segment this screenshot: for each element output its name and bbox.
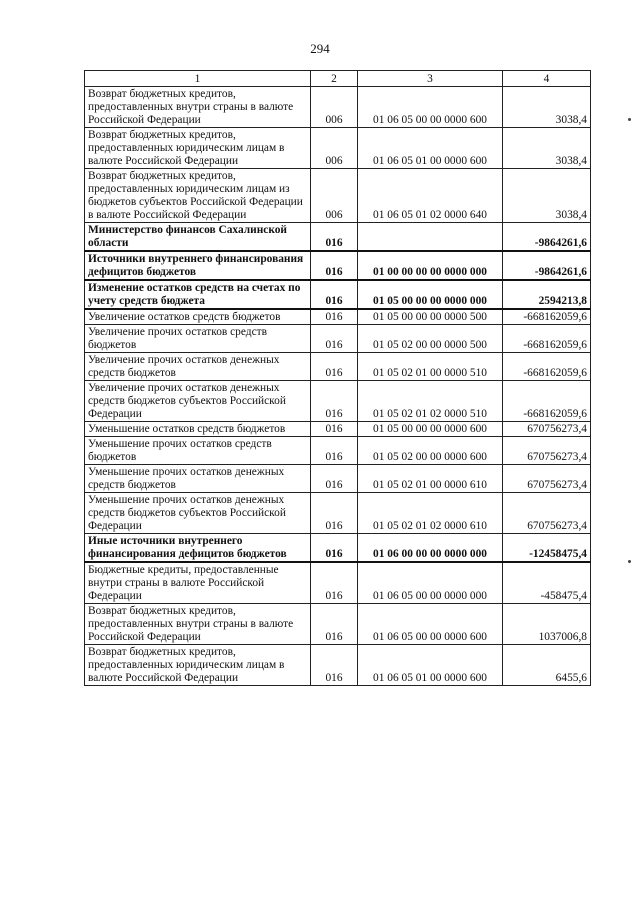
row-budget-code-cell: 01 06 05 00 00 0000 600 — [358, 604, 503, 645]
row-budget-code-cell: 01 06 05 00 00 0000 600 — [358, 87, 503, 128]
row-amount-cell: -668162059,6 — [503, 309, 591, 325]
row-amount-cell: -458475,4 — [503, 562, 591, 604]
column-header-budget-code: 3 — [358, 71, 503, 87]
column-header-org-code: 2 — [311, 71, 358, 87]
row-amount-cell: 670756273,4 — [503, 422, 591, 437]
page-number: 294 — [310, 41, 330, 56]
column-header-name: 1 — [85, 71, 311, 87]
row-name-cell: Изменение остатков средств на счетах по учету средств бюджета — [85, 280, 311, 309]
budget-sources-table — [84, 70, 591, 686]
table-row — [85, 223, 591, 252]
row-name-cell: Министерство финансов Сахалинской области — [85, 223, 311, 252]
row-org-code-cell: 016 — [311, 645, 358, 686]
row-amount-cell: -668162059,6 — [503, 325, 591, 353]
row-org-code-cell: 016 — [311, 562, 358, 604]
table-row — [85, 169, 591, 223]
scan-mark — [628, 118, 631, 121]
row-budget-code-cell: 01 05 02 01 00 0000 610 — [358, 465, 503, 493]
row-org-code-cell: 006 — [311, 87, 358, 128]
row-org-code-cell: 016 — [311, 280, 358, 309]
row-name-cell: Иные источники внутреннего финансирования дефицитов бюджетов — [85, 534, 311, 563]
row-amount-cell: 670756273,4 — [503, 437, 591, 465]
row-budget-code-cell: 01 05 00 00 00 0000 600 — [358, 422, 503, 437]
table-row — [85, 325, 591, 353]
row-name-cell: Возврат бюджетных кредитов, предоставленных юридическим лицам в валюте Российской Федерации — [85, 128, 311, 169]
table-row — [85, 87, 591, 128]
row-budget-code-cell: 01 05 02 00 00 0000 600 — [358, 437, 503, 465]
table-row — [85, 353, 591, 381]
table-row — [85, 251, 591, 280]
row-budget-code-cell: 01 05 02 01 02 0000 510 — [358, 381, 503, 422]
row-name-cell: Увеличение прочих остатков денежных средств бюджетов — [85, 353, 311, 381]
table-body — [85, 87, 591, 686]
table-row — [85, 437, 591, 465]
table-header-row — [85, 71, 591, 87]
row-name-cell: Уменьшение прочих остатков денежных средств бюджетов — [85, 465, 311, 493]
row-org-code-cell: 016 — [311, 223, 358, 252]
row-org-code-cell: 016 — [311, 534, 358, 563]
row-budget-code-cell: 01 05 02 01 00 0000 510 — [358, 353, 503, 381]
row-amount-cell: 3038,4 — [503, 169, 591, 223]
row-name-cell: Уменьшение прочих остатков средств бюджетов — [85, 437, 311, 465]
table-row — [85, 280, 591, 309]
row-budget-code-cell: 01 06 05 01 00 0000 600 — [358, 645, 503, 686]
row-amount-cell: -9864261,6 — [503, 223, 591, 252]
row-amount-cell: -668162059,6 — [503, 353, 591, 381]
row-org-code-cell: 006 — [311, 128, 358, 169]
row-budget-code-cell: 01 05 00 00 00 0000 500 — [358, 309, 503, 325]
table-row — [85, 465, 591, 493]
row-budget-code-cell: 01 05 02 00 00 0000 500 — [358, 325, 503, 353]
row-org-code-cell: 006 — [311, 169, 358, 223]
table-row — [85, 645, 591, 686]
row-amount-cell: 6455,6 — [503, 645, 591, 686]
table-row — [85, 534, 591, 563]
row-budget-code-cell: 01 00 00 00 00 0000 000 — [358, 251, 503, 280]
row-budget-code-cell — [358, 223, 503, 252]
row-budget-code-cell: 01 05 02 01 02 0000 610 — [358, 493, 503, 534]
row-org-code-cell: 016 — [311, 381, 358, 422]
row-name-cell: Возврат бюджетных кредитов, предоставленных юридическим лицам в валюте Российской Федерации — [85, 645, 311, 686]
table-row — [85, 562, 591, 604]
row-org-code-cell: 016 — [311, 309, 358, 325]
row-org-code-cell: 016 — [311, 493, 358, 534]
row-amount-cell: 3038,4 — [503, 128, 591, 169]
row-amount-cell: 3038,4 — [503, 87, 591, 128]
row-name-cell: Возврат бюджетных кредитов, предоставленных внутри страны в валюте Российской Федерации — [85, 604, 311, 645]
row-name-cell: Увеличение остатков средств бюджетов — [85, 309, 311, 325]
row-org-code-cell: 016 — [311, 353, 358, 381]
row-amount-cell: -12458475,4 — [503, 534, 591, 563]
row-name-cell: Источники внутреннего финансирования дефицитов бюджетов — [85, 251, 311, 280]
row-amount-cell: 2594213,8 — [503, 280, 591, 309]
table-row — [85, 493, 591, 534]
row-name-cell: Возврат бюджетных кредитов, предоставленных внутри страны в валюте Российской Федерации — [85, 87, 311, 128]
row-name-cell: Уменьшение прочих остатков денежных средств бюджетов субъектов Российской Федерации — [85, 493, 311, 534]
row-org-code-cell: 016 — [311, 437, 358, 465]
row-name-cell: Возврат бюджетных кредитов, предоставленных юридическим лицам из бюджетов субъектов Российской Федерации в валюте Российской Федерации — [85, 169, 311, 223]
row-budget-code-cell: 01 06 00 00 00 0000 000 — [358, 534, 503, 563]
row-org-code-cell: 016 — [311, 251, 358, 280]
row-budget-code-cell: 01 06 05 01 00 0000 600 — [358, 128, 503, 169]
scan-mark — [628, 560, 631, 563]
table-row — [85, 309, 591, 325]
row-name-cell: Увеличение прочих остатков денежных средств бюджетов субъектов Российской Федерации — [85, 381, 311, 422]
row-amount-cell: 670756273,4 — [503, 465, 591, 493]
row-org-code-cell: 016 — [311, 422, 358, 437]
row-amount-cell: 1037006,8 — [503, 604, 591, 645]
table-row — [85, 381, 591, 422]
row-amount-cell: 670756273,4 — [503, 493, 591, 534]
row-name-cell: Уменьшение остатков средств бюджетов — [85, 422, 311, 437]
row-amount-cell: -668162059,6 — [503, 381, 591, 422]
row-name-cell: Увеличение прочих остатков средств бюджетов — [85, 325, 311, 353]
row-budget-code-cell: 01 06 05 01 02 0000 640 — [358, 169, 503, 223]
row-budget-code-cell: 01 05 00 00 00 0000 000 — [358, 280, 503, 309]
column-header-amount: 4 — [503, 71, 591, 87]
table-row — [85, 604, 591, 645]
row-budget-code-cell: 01 06 05 00 00 0000 000 — [358, 562, 503, 604]
table-row — [85, 422, 591, 437]
row-org-code-cell: 016 — [311, 325, 358, 353]
table-row — [85, 128, 591, 169]
row-org-code-cell: 016 — [311, 465, 358, 493]
row-org-code-cell: 016 — [311, 604, 358, 645]
row-name-cell: Бюджетные кредиты, предоставленные внутри страны в валюте Российской Федерации — [85, 562, 311, 604]
row-amount-cell: -9864261,6 — [503, 251, 591, 280]
